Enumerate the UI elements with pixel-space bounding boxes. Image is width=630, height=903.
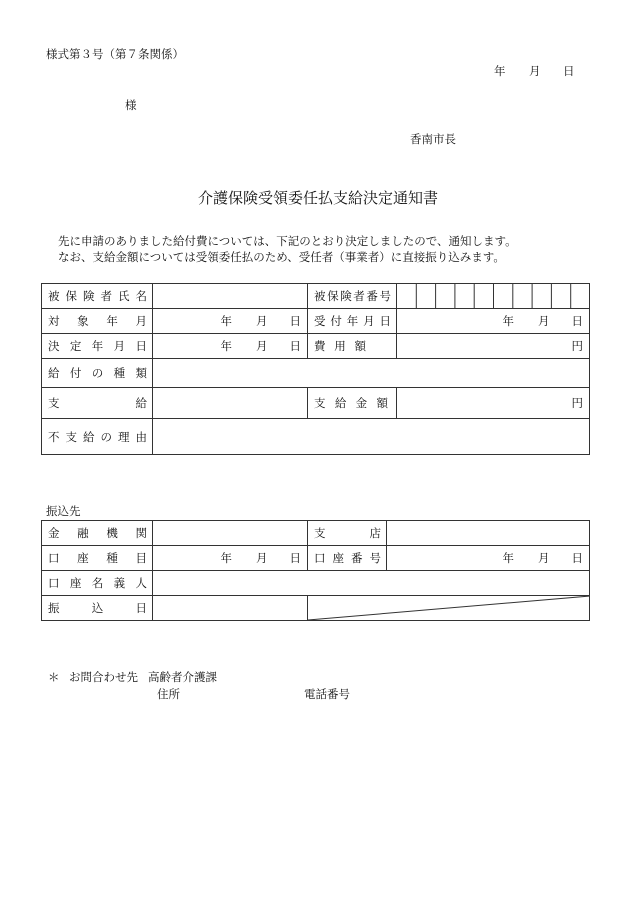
- asterisk-mark: ＊: [48, 670, 60, 684]
- document-title: 介護保険受領委任払支給決定通知書: [198, 189, 439, 207]
- day-text: 日: [289, 339, 301, 353]
- label-payment: 支給: [42, 388, 153, 419]
- table-row: [42, 388, 590, 419]
- year-text: 年: [220, 339, 232, 353]
- diagonal-line: [308, 596, 590, 620]
- decision-date-field[interactable]: [153, 334, 308, 359]
- addressee-suffix: 様: [125, 98, 137, 112]
- transfer-section-label: 振込先: [46, 504, 81, 518]
- month-text: 月: [256, 339, 268, 353]
- table-row: [42, 419, 590, 455]
- label-insured-name: 被保険者氏名: [42, 284, 153, 309]
- label-target-month: 対象年月: [42, 309, 153, 334]
- transfer-date-field[interactable]: [153, 596, 308, 621]
- label-payment-amount: 支給金額: [308, 388, 397, 419]
- insured-name-field[interactable]: [153, 284, 308, 309]
- target-month-field[interactable]: [153, 309, 308, 334]
- label-transfer-date: 振込日: [42, 596, 153, 621]
- day-text: 日: [289, 314, 301, 328]
- year-text: 年: [502, 314, 514, 328]
- insured-number-field[interactable]: [397, 284, 590, 309]
- account-type-field[interactable]: [153, 546, 308, 571]
- contact-phone-label: 電話番号: [304, 687, 350, 701]
- label-insured-number: 被保険者番号: [308, 284, 397, 309]
- contact-address-label: 住所: [157, 687, 180, 701]
- label-non-payment-reason: 不支給の理由: [42, 419, 153, 455]
- account-holder-field[interactable]: [153, 571, 590, 596]
- yen-unit: 円: [571, 396, 583, 410]
- transfer-table: [41, 520, 590, 621]
- transfer-date-void-cell: [308, 596, 590, 621]
- benefit-type-field[interactable]: [153, 359, 590, 388]
- account-number-field[interactable]: [387, 546, 590, 571]
- branch-field[interactable]: [387, 521, 590, 546]
- table-row: [42, 359, 590, 388]
- received-date-field[interactable]: [397, 309, 590, 334]
- date-day: 日: [563, 64, 575, 78]
- contact-label: お問合わせ先: [69, 670, 138, 684]
- month-text: 月: [256, 314, 268, 328]
- year-text: 年: [220, 314, 232, 328]
- payment-field[interactable]: [153, 388, 308, 419]
- form-number: 様式第３号（第７条関係）: [46, 47, 184, 61]
- contact-department: 高齢者介護課: [148, 670, 217, 684]
- year-text: 年: [502, 551, 514, 565]
- table-row: [42, 334, 590, 359]
- yen-unit: 円: [571, 339, 583, 353]
- decision-table: [41, 283, 590, 455]
- table-row: [42, 309, 590, 334]
- label-branch: 支店: [308, 521, 387, 546]
- date-year: 年: [494, 64, 506, 78]
- year-text: 年: [220, 551, 232, 565]
- label-benefit-type: 給付の種類: [42, 359, 153, 388]
- table-row: [42, 521, 590, 546]
- day-text: 日: [571, 551, 583, 565]
- label-account-holder: 口座名義人: [42, 571, 153, 596]
- label-cost-amount: 費用額: [308, 334, 397, 359]
- number-boxes: [397, 284, 590, 308]
- table-row: [42, 284, 590, 309]
- day-text: 日: [289, 551, 301, 565]
- body-line-2: なお、支給金額については受領委任払のため、受任者（事業者）に直接振り込みます。: [58, 250, 505, 264]
- day-text: 日: [571, 314, 583, 328]
- label-account-number: 口座番号: [308, 546, 387, 571]
- cost-amount-field[interactable]: [397, 334, 590, 359]
- label-received-date: 受付年月日: [308, 309, 397, 334]
- table-row: [42, 571, 590, 596]
- month-text: 月: [538, 314, 550, 328]
- non-payment-reason-field[interactable]: [153, 419, 590, 455]
- table-row: [42, 546, 590, 571]
- label-account-type: 口座種目: [42, 546, 153, 571]
- payment-amount-field[interactable]: [397, 388, 590, 419]
- month-text: 月: [538, 551, 550, 565]
- issuer: 香南市長: [410, 132, 456, 146]
- body-line-1: 先に申請のありました給付費については、下記のとおり決定しましたので、通知します。: [58, 234, 517, 248]
- date-month: 月: [529, 64, 541, 78]
- label-bank: 金融機関: [42, 521, 153, 546]
- bank-field[interactable]: [153, 521, 308, 546]
- table-row: [42, 596, 590, 621]
- label-decision-date: 決定年月日: [42, 334, 153, 359]
- month-text: 月: [256, 551, 268, 565]
